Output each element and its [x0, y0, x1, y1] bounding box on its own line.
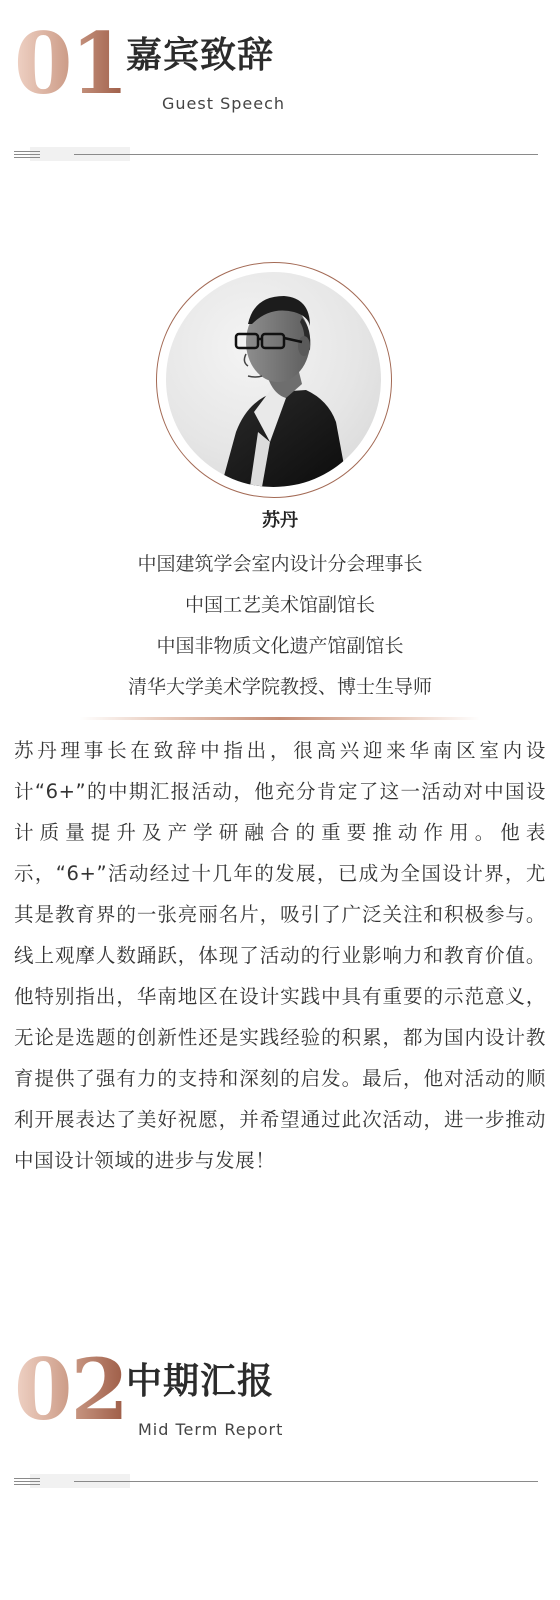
speaker-title-line: 中国建筑学会室内设计分会理事长: [137, 553, 423, 575]
section-divider: [0, 1474, 560, 1490]
speaker-portrait: [166, 272, 381, 487]
divider-stripe: [14, 151, 40, 152]
decorative-gradient-rule: [80, 717, 480, 720]
portrait-image: [166, 272, 381, 487]
section-number: 01: [14, 14, 127, 113]
divider-line: [74, 154, 538, 155]
section-header-guest-speech: [0, 14, 560, 124]
section-number: 02: [14, 1340, 127, 1439]
speech-paragraph: 苏丹理事长在致辞中指出，很高兴迎来华南区室内设计“6+”的中期汇报活动，他充分肯定了这一活动对中国设计质量提升及产学研融合的重要推动作用。他表示，“6+”活动经过十几年的发展，已成为全国设计界，尤其是教育界的一张亮丽名片，吸引了广泛关注和积极参与。线上观摩人数踊跃，体现了活动的行业影响力和教育价值。他特别指出，华南地区在设计实践中具有重要的示范意义，无论是选题的创新性还是实践经验的积累，都为国内设计教育提供了强有力的支持和深刻的启发。最后，他对活动的顺利开展表达了美好祝愿，并希望通过此次活动，进一步推动中国设计领域的进步与发展！: [14, 739, 546, 1172]
divider-stripe: [14, 1478, 40, 1479]
divider-stripe: [14, 1481, 40, 1482]
divider-stripe: [14, 1484, 40, 1485]
divider-stripe: [14, 157, 40, 158]
section-title: 嘉宾致辞: [126, 35, 275, 76]
section-header-mid-term-report: [0, 1340, 560, 1450]
speaker-titles: [0, 544, 560, 708]
section-subtitle: Guest Speech: [162, 94, 286, 113]
divider-line: [74, 1481, 538, 1482]
speaker-title-line: 清华大学美术学院教授、博士生导师: [127, 676, 432, 698]
divider-stripe: [14, 154, 40, 155]
section-divider: [0, 147, 560, 163]
speaker-portrait-frame: [156, 262, 392, 498]
speaker-title-line: 中国工艺美术馆副馆长: [184, 594, 375, 616]
speaker-name: 苏丹: [262, 510, 298, 531]
section-title: 中期汇报: [126, 1361, 275, 1402]
section-subtitle: Mid Term Report: [138, 1420, 284, 1439]
speaker-title-line: 中国非物质文化遗产馆副馆长: [156, 635, 404, 657]
